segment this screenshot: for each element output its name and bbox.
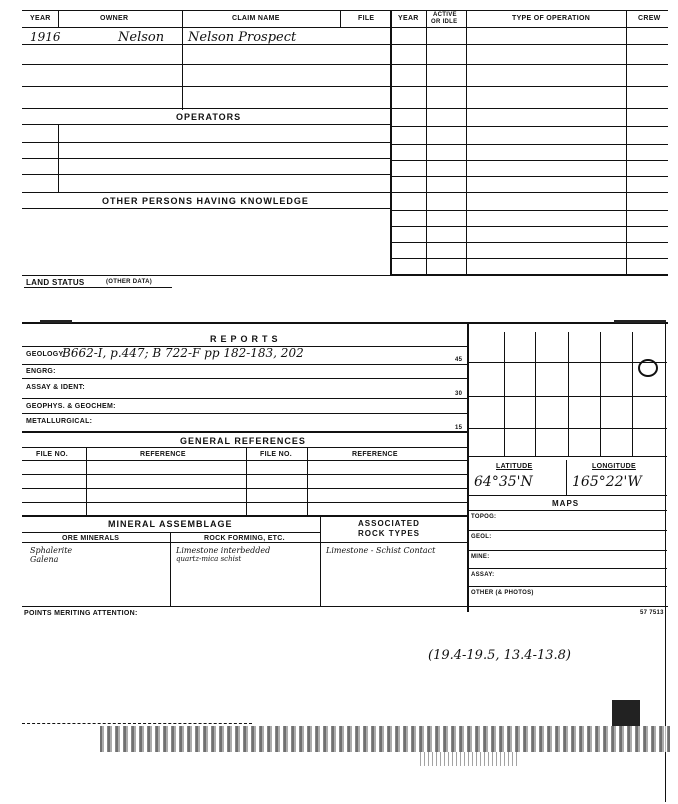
ref-file-no-1: FILE NO. [36, 451, 68, 458]
row-line [390, 258, 668, 259]
rock-forming-line-1: Limestone interbedded [176, 546, 271, 555]
num-30: 30 [455, 391, 463, 397]
row-line [390, 126, 668, 127]
row-line [22, 378, 468, 379]
ore-mineral-1: Sphalerite [30, 546, 73, 555]
general-references-heading: GENERAL REFERENCES [180, 436, 306, 446]
scan-mark [614, 320, 666, 323]
header-claim-name: CLAIM NAME [232, 15, 280, 22]
row-line [22, 142, 390, 143]
latitude-value: 64°35'N [474, 474, 533, 490]
header-or-idle: OR IDLE [431, 19, 458, 25]
row-line [467, 550, 667, 551]
grid-line [632, 332, 633, 456]
row-line [22, 474, 468, 475]
row-line [22, 447, 468, 448]
location-circle-icon [638, 359, 658, 377]
row-line [22, 108, 390, 109]
row-line [390, 226, 668, 227]
other-persons-heading: OTHER PERSONS HAVING KNOWLEDGE [102, 196, 309, 206]
scan-noise [100, 726, 670, 752]
header-year: YEAR [30, 15, 51, 22]
row-line [467, 586, 667, 587]
col-div [466, 10, 467, 275]
points-meriting-label: POINTS MERITING ATTENTION: [24, 610, 138, 617]
mineral-assemblage-heading: MINERAL ASSEMBLAGE [108, 519, 233, 529]
col-div [58, 10, 59, 27]
top-border [22, 10, 668, 11]
row-line [390, 160, 668, 161]
num-45: 45 [455, 357, 463, 363]
col-div [320, 515, 321, 606]
land-status-sub: (OTHER DATA) [106, 279, 153, 285]
entry-owner: Nelson [118, 30, 165, 45]
row-line [22, 413, 468, 414]
ref-reference-1: REFERENCE [140, 451, 186, 458]
associated-heading: ASSOCIATED [358, 519, 420, 528]
scan-noise [420, 752, 520, 766]
col-div [86, 447, 87, 515]
engrg-label: ENGRG: [26, 368, 56, 375]
longitude-label: LONGITUDE [592, 463, 636, 470]
rock-forming-line-2: quartz-mica schist [176, 555, 242, 563]
col-div [426, 10, 427, 275]
row-line [22, 502, 468, 503]
row-line [22, 532, 320, 533]
other-photos-label: OTHER (& PHOTOS) [471, 590, 534, 596]
row-line [22, 431, 468, 433]
row-line [22, 192, 390, 193]
row-line [22, 515, 468, 517]
geophys-label: GEOPHYS. & GEOCHEM: [26, 403, 116, 410]
longitude-value: 165°22'W [572, 474, 642, 490]
row-line [22, 158, 390, 159]
header-owner: OWNER [100, 15, 129, 22]
row-line [22, 174, 390, 175]
reports-heading: REPORTS [210, 334, 282, 344]
row-line [390, 192, 668, 193]
header-type-of-operation: TYPE OF OPERATION [512, 15, 591, 22]
row-line [390, 44, 668, 45]
land-status-label: LAND STATUS [26, 278, 85, 287]
header-active: ACTIVE [433, 12, 457, 18]
ref-file-no-2: FILE NO. [260, 451, 292, 458]
row-line [22, 488, 468, 489]
scan-mark [612, 700, 640, 726]
geol-label: GEOL: [471, 534, 492, 540]
operators-heading: OPERATORS [176, 112, 242, 122]
num-15: 15 [455, 425, 463, 431]
header-crew: CREW [638, 15, 661, 22]
row-line [22, 542, 468, 543]
entry-claim-name: Nelson Prospect [188, 30, 297, 45]
grid-line [467, 362, 667, 363]
row-line [390, 86, 668, 87]
assay-map-label: ASSAY: [471, 572, 495, 578]
header-divider [22, 27, 668, 28]
grid-line [467, 428, 667, 429]
row-line [390, 108, 668, 109]
ore-minerals-heading: ORE MINERALS [62, 535, 120, 542]
associated-rock-value: Limestone - Schist Contact [326, 546, 436, 555]
geology-label: GEOLOGY: [26, 351, 66, 358]
col-div [170, 532, 171, 606]
row-line [390, 176, 668, 177]
metallurgical-label: METALLURGICAL: [26, 418, 93, 425]
mine-label: MINE: [471, 554, 490, 560]
scan-line [22, 723, 252, 724]
row-line [467, 510, 667, 511]
rock-forming-heading: ROCK FORMING, ETC. [204, 535, 285, 542]
row-line [22, 460, 468, 461]
row-line [22, 606, 668, 607]
grid-line [467, 456, 667, 457]
col-div [626, 10, 627, 275]
row-line [390, 242, 668, 243]
row-line [22, 86, 390, 87]
geology-value: B662-I, p.447; B 722-F pp 182-183, 202 [62, 346, 304, 360]
rock-types-heading: ROCK TYPES [358, 529, 421, 538]
grid-line [568, 332, 569, 456]
grid-line [600, 332, 601, 456]
land-status-underline [24, 287, 172, 288]
land-status-top [22, 275, 668, 276]
col-div [307, 447, 308, 515]
ore-mineral-2: Galena [30, 555, 59, 564]
row-line [22, 44, 390, 45]
col-div [246, 447, 247, 515]
col-div [182, 10, 183, 110]
header-file: FILE [358, 15, 375, 22]
col-div [566, 460, 567, 496]
entry-year: 1916 [30, 30, 61, 44]
row-line [467, 568, 667, 569]
maps-heading: MAPS [552, 499, 580, 508]
row-line [467, 495, 667, 496]
grid-line [504, 332, 505, 456]
ref-reference-2: REFERENCE [352, 451, 398, 458]
reports-top [22, 322, 668, 324]
grid-line [467, 396, 667, 397]
row-line [390, 210, 668, 211]
row-line [22, 208, 390, 209]
handwritten-coordinates: (19.4-19.5, 13.4-13.8) [428, 648, 571, 663]
row-line [467, 530, 667, 531]
header-year-2: YEAR [398, 15, 419, 22]
row-line [22, 124, 390, 125]
form-number: 57 7513 [640, 610, 664, 616]
row-line [390, 64, 668, 65]
col-div [340, 10, 341, 27]
row-line [22, 398, 468, 399]
row-line [22, 364, 468, 365]
assay-label: ASSAY & IDENT: [26, 384, 86, 391]
topog-label: TOPOG: [471, 514, 497, 520]
row-line [390, 144, 668, 145]
main-col-div [390, 10, 392, 275]
grid-line [535, 332, 536, 456]
row-line [22, 64, 390, 65]
latitude-label: LATITUDE [496, 463, 533, 470]
scan-mark [40, 320, 72, 323]
